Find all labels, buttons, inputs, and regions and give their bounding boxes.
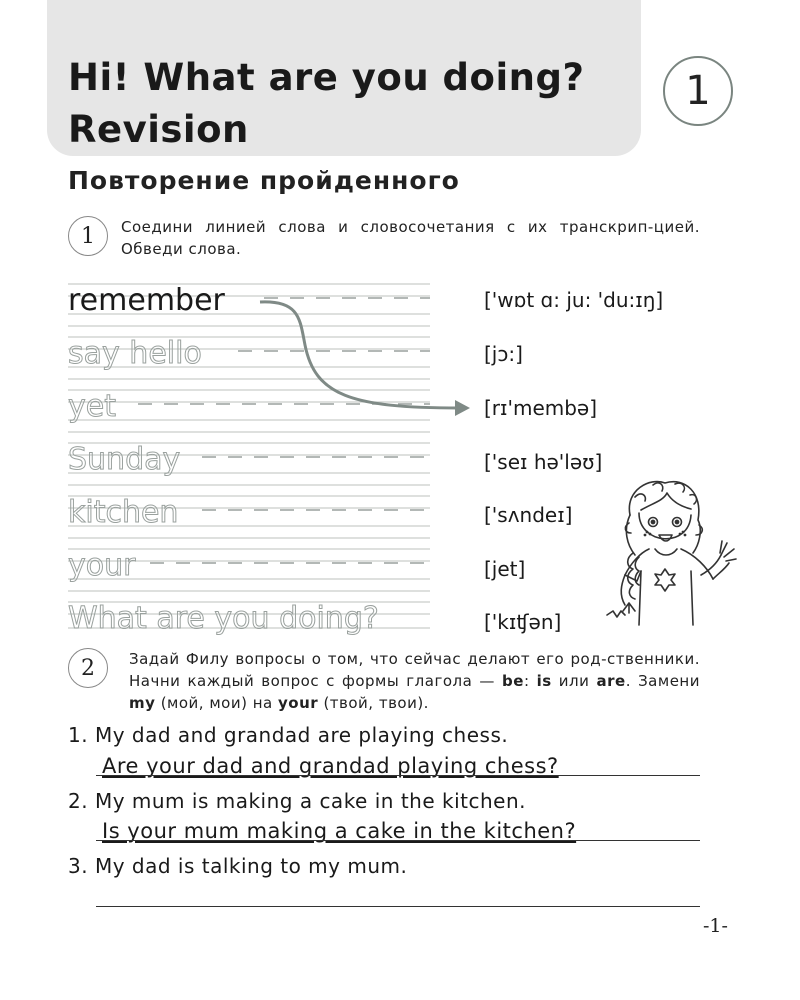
exercise-2-number: 2 xyxy=(68,648,108,688)
keyword-be: be xyxy=(502,672,524,690)
word-yet: yet xyxy=(68,389,116,424)
exercise-1-number: 1 xyxy=(68,216,108,256)
transcription-2: [jɔ:] xyxy=(484,342,523,366)
transcription-5: ['sʌndeɪ] xyxy=(484,503,573,527)
girl-illustration xyxy=(595,475,745,635)
exercise-2-instruction xyxy=(129,648,700,714)
question-2: 2. My mum is making a cake in the kitchen. xyxy=(68,789,526,813)
answer-line-1 xyxy=(96,775,700,776)
instruction-my-translation: (мой, мои) на xyxy=(160,694,273,712)
transcription-7: ['kɪʧən] xyxy=(484,610,562,634)
word-sunday: Sunday xyxy=(68,442,181,477)
instruction-or: или xyxy=(558,672,590,690)
word-remember: remember xyxy=(68,283,225,318)
unit-number-badge: 1 xyxy=(663,56,733,126)
question-1: 1. My dad and grandad are playing chess. xyxy=(68,723,509,747)
instruction-your-translation: (твой, твои). xyxy=(323,694,429,712)
word-kitchen: kitchen xyxy=(68,495,179,530)
answer-2: Is your mum making a cake in the kitchen? xyxy=(102,819,577,843)
instruction-text-a: Задай Филу вопросы о том, что сейчас делают его род-ственники. Начни каждый вопрос с формы глагола — xyxy=(129,650,700,690)
instruction-replace: . Замени xyxy=(625,672,700,690)
title-line-2: Revision xyxy=(68,108,249,151)
page-number: -1- xyxy=(703,915,728,937)
exercise-1-instruction: Соедини линией слова и словосочетания с их транскрип-цией. Обведи слова. xyxy=(121,218,700,258)
answer-1: Are your dad and grandad playing chess? xyxy=(102,754,559,778)
keyword-my: my xyxy=(129,694,156,712)
word-your: your xyxy=(68,548,136,583)
question-3: 3. My dad is talking to my mum. xyxy=(68,854,408,878)
keyword-is: is xyxy=(536,672,552,690)
answer-line-2 xyxy=(96,840,700,841)
answer-line-3[interactable] xyxy=(96,906,700,907)
word-what-are-you-doing: What are you doing? xyxy=(68,601,379,636)
transcription-4: ['seɪ hə'ləʊ] xyxy=(484,450,603,474)
keyword-are: are xyxy=(596,672,626,690)
instruction-colon: : xyxy=(523,672,530,690)
keyword-your: your xyxy=(277,694,319,712)
transcription-1: ['wɒt ɑ: ju: 'du:ɪŋ] xyxy=(484,288,664,312)
transcription-6: [jet] xyxy=(484,557,526,581)
section-subtitle: Повторение пройденного xyxy=(68,166,460,195)
title-line-1: Hi! What are you doing? xyxy=(68,56,585,99)
word-say-hello: say hello xyxy=(68,336,202,371)
transcription-3: [rɪ'membə] xyxy=(484,396,598,420)
